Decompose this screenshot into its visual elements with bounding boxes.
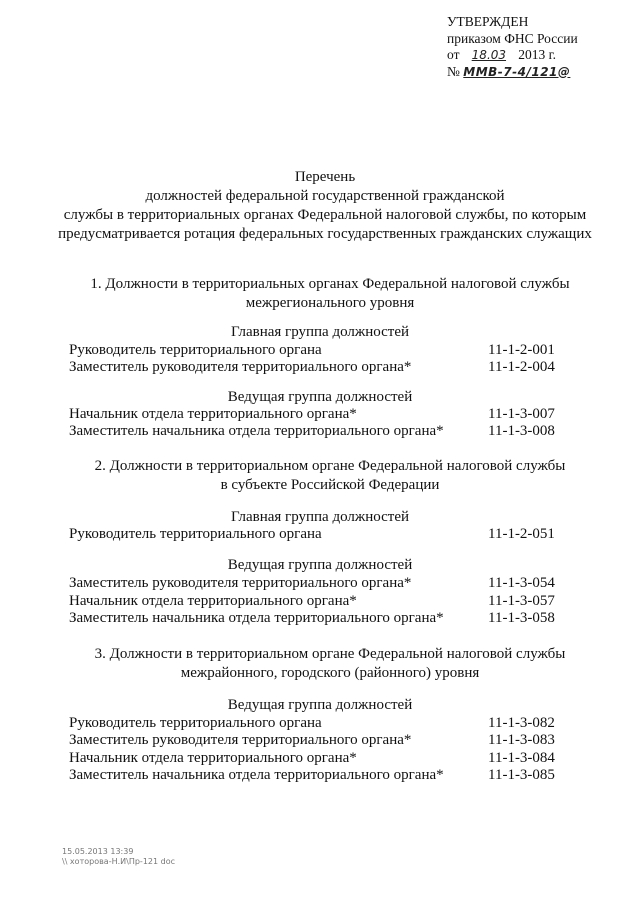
print-footer <box>62 847 175 867</box>
position-name: Заместитель начальника отдела территориального органа* <box>69 767 444 783</box>
table-row <box>69 766 569 784</box>
position-name: Руководитель территориального органа <box>69 526 322 542</box>
position-name: Руководитель территориального органа <box>69 342 322 358</box>
title-line: Перечень <box>294 169 356 185</box>
date-prefix: от <box>447 47 460 62</box>
position-name: Заместитель руководителя территориального органа* <box>69 359 412 375</box>
title-line: предусматривается ротация федеральных государственных гражданских служащих <box>58 226 592 242</box>
position-code: 11-1-3-054 <box>488 575 555 591</box>
position-name: Заместитель руководителя территориального органа* <box>69 732 412 748</box>
table-row <box>69 749 569 767</box>
number-prefix: № <box>447 63 460 79</box>
position-name: Начальник отдела территориального органа* <box>69 750 357 766</box>
section-heading <box>60 457 600 495</box>
date-year: 2013 г. <box>518 47 556 62</box>
order-label: приказом ФНС России <box>447 30 578 46</box>
position-name: Заместитель начальника отдела территориального органа* <box>69 610 444 626</box>
position-code: 11-1-2-051 <box>488 526 555 542</box>
group-heading: Ведущая группа должностей <box>227 557 413 573</box>
date-handwritten: 18.03 <box>471 48 507 62</box>
section-heading-line: межрайонного, городского (районного) уровня <box>180 665 480 681</box>
number-handwritten: ММВ-7-4/121@ <box>463 64 571 79</box>
position-name: Руководитель территориального органа <box>69 715 322 731</box>
group-heading: Главная группа должностей <box>230 324 410 340</box>
position-code: 11-1-2-004 <box>488 359 555 375</box>
position-code: 11-1-3-085 <box>488 767 555 783</box>
position-name: Заместитель руководителя территориального органа* <box>69 575 412 591</box>
position-name: Начальник отдела территориального органа* <box>69 593 357 609</box>
file-path: \\ хоторова-Н.И\Пр-121 doc <box>62 857 175 866</box>
table-row <box>69 714 569 732</box>
position-name: Заместитель начальника отдела территориального органа* <box>69 423 444 439</box>
section-heading-line: 1. Должности в территориальных органах Федеральной налоговой службы <box>90 276 570 292</box>
table-row <box>69 422 569 440</box>
group-heading: Ведущая группа должностей <box>227 389 413 405</box>
approval-stamp <box>447 14 578 80</box>
section-heading <box>60 275 600 313</box>
position-code: 11-1-3-058 <box>488 610 555 626</box>
table-row <box>69 405 569 423</box>
table-row <box>69 609 569 627</box>
position-code: 11-1-3-008 <box>488 423 555 439</box>
title-line: службы в территориальных органах Федеральной налоговой службы, по которым <box>63 207 587 223</box>
table-row <box>69 525 569 543</box>
table-row <box>69 358 569 376</box>
print-timestamp: 15.05.2013 13:39 <box>62 847 134 856</box>
position-name: Начальник отдела территориального органа* <box>69 406 357 422</box>
table-row <box>69 574 569 592</box>
title-line: должностей федеральной государственной гражданской <box>145 188 505 204</box>
group-heading: Главная группа должностей <box>230 509 410 525</box>
approved-label: УТВЕРЖДЕН <box>447 14 529 29</box>
section-heading-line: в субъекте Российской Федерации <box>220 477 440 493</box>
section-heading-line: межрегионального уровня <box>245 295 415 311</box>
position-code: 11-1-3-083 <box>488 732 555 748</box>
approval-number <box>447 64 578 81</box>
table-row <box>69 592 569 610</box>
approval-date <box>447 47 578 64</box>
group-heading: Ведущая группа должностей <box>227 697 413 713</box>
section-heading-line: 2. Должности в территориальном органе Федеральной налоговой службы <box>94 458 566 474</box>
position-code: 11-1-3-084 <box>488 750 555 766</box>
position-code: 11-1-3-007 <box>488 406 555 422</box>
section-heading <box>60 645 600 683</box>
position-code: 11-1-2-001 <box>488 342 555 358</box>
table-row <box>69 341 569 359</box>
table-row <box>69 731 569 749</box>
document-title <box>40 168 610 244</box>
position-code: 11-1-3-082 <box>488 715 555 731</box>
section-heading-line: 3. Должности в территориальном органе Федеральной налоговой службы <box>94 646 566 662</box>
position-code: 11-1-3-057 <box>488 593 555 609</box>
